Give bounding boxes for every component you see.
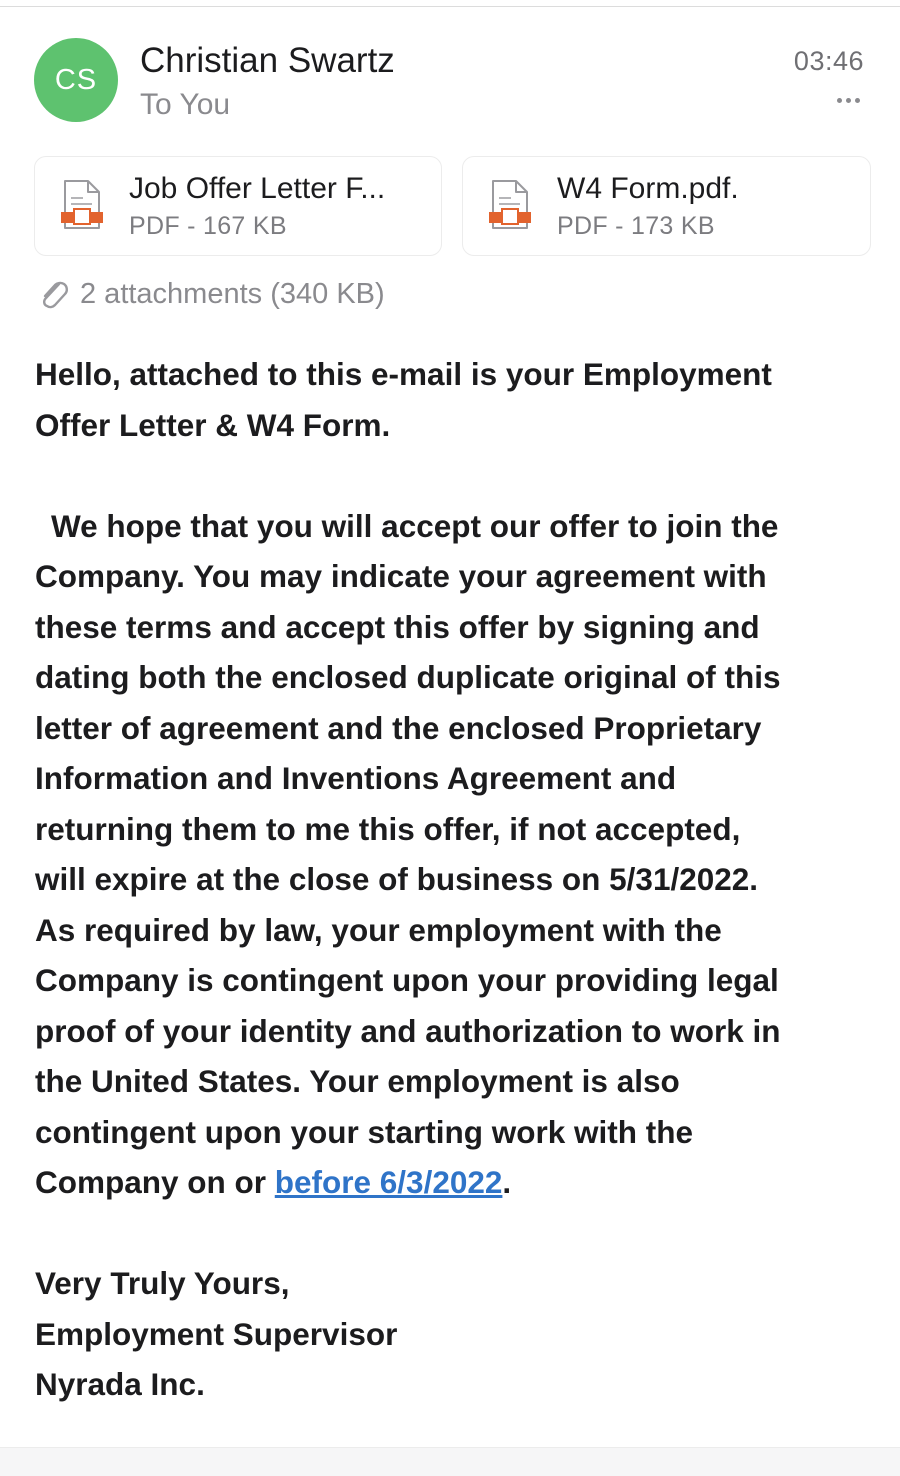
body-line: will expire at the close of business on 5/31/2022. <box>35 861 759 897</box>
attachment-name: W4 Form.pdf. <box>557 172 739 205</box>
recipient-label: To You <box>140 88 231 121</box>
body-line: Company is contingent upon your providing legal <box>35 962 779 998</box>
attachment-card-job-offer[interactable] <box>34 156 442 256</box>
attachment-meta: PDF - 173 KB <box>557 212 715 240</box>
date-link[interactable]: before 6/3/2022 <box>274 1164 503 1200</box>
body-line <box>35 1157 875 1208</box>
signature-line: Employment Supervisor <box>35 1315 398 1352</box>
body-text-segment: Company on or <box>35 1164 275 1200</box>
body-text-segment: . <box>502 1164 512 1200</box>
body-line: Offer Letter & W4 Form. <box>35 406 391 443</box>
body-line: letter of agreement and the enclosed Proprietary <box>35 709 762 746</box>
sender-name[interactable]: Christian Swartz <box>140 41 395 80</box>
message-time: 03:46 <box>793 46 864 76</box>
attachment-meta: PDF - 167 KB <box>129 212 287 240</box>
body-line: Information and Inventions Agreement and <box>35 760 677 796</box>
attachment-card-w4[interactable] <box>462 156 871 256</box>
attachments-summary-label: 2 attachments (340 KB) <box>80 277 385 310</box>
more-dot-icon <box>837 98 842 103</box>
signature-line: Nyrada Inc. <box>35 1366 205 1402</box>
body-line: dating both the enclosed duplicate original of this <box>35 659 781 695</box>
signature-line: Very Truly Yours, <box>35 1265 290 1301</box>
more-options-button[interactable] <box>837 98 860 103</box>
body-line: returning them to me this offer, if not accepted, <box>35 810 741 847</box>
pdf-file-icon <box>61 179 103 231</box>
signature-block <box>35 1258 875 1410</box>
body-line: contingent upon your starting work with the <box>35 1113 693 1150</box>
more-dot-icon <box>846 98 851 103</box>
pdf-file-icon <box>489 179 531 231</box>
body-line: these terms and accept this offer by signing and <box>35 608 760 645</box>
bottom-bar <box>0 1447 900 1476</box>
body-line: Hello, attached to this e-mail is your Employment <box>35 356 772 392</box>
attachments-summary[interactable] <box>38 276 385 312</box>
body-line: We hope that you will accept our offer to join the <box>51 507 779 544</box>
body-line: Company. You may indicate your agreement with <box>35 558 767 594</box>
more-dot-icon <box>855 98 860 103</box>
body-line: As required by law, your employment with the <box>35 911 722 948</box>
avatar[interactable]: CS <box>34 38 118 122</box>
attachment-name: Job Offer Letter F... <box>129 172 386 205</box>
greeting-paragraph <box>35 349 875 450</box>
paperclip-icon <box>38 276 70 312</box>
top-divider <box>0 6 900 7</box>
body-line: proof of your identity and authorization to work in <box>35 1012 781 1049</box>
body-line: the United States. Your employment is also <box>35 1063 680 1099</box>
message-body <box>35 349 875 1410</box>
offer-paragraph <box>35 501 875 1208</box>
